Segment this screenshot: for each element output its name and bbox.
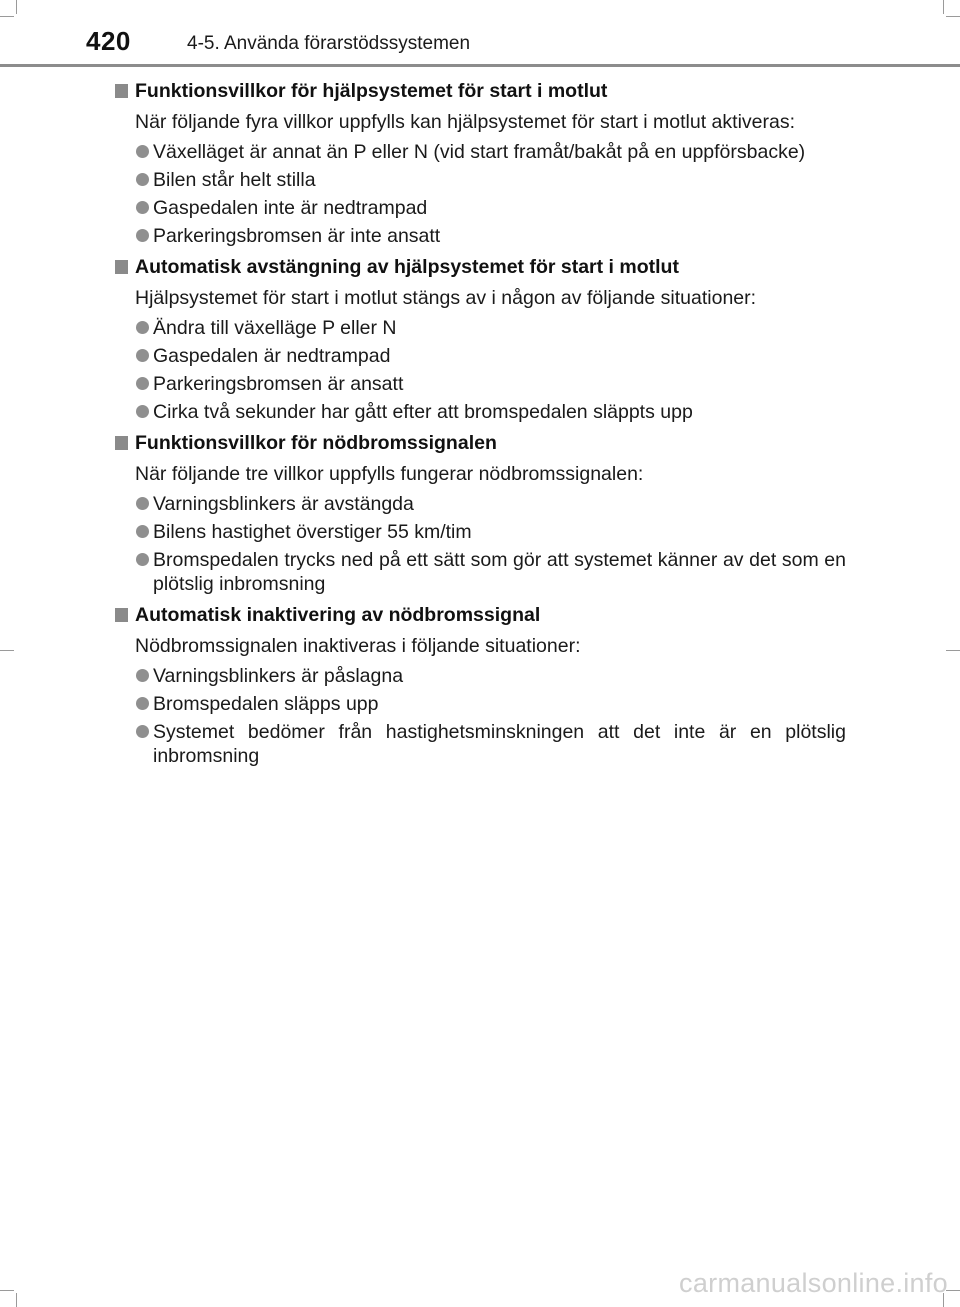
section-intro: När följande tre villkor uppfylls fungerar nödbromssignalen: (135, 462, 644, 485)
crop-mark (0, 650, 14, 651)
square-bullet-icon (115, 84, 128, 98)
list-item: Bromspedalen trycks ned på ett sätt som gör att systemet känner av det som en plötslig inbromsning (115, 548, 846, 596)
square-bullet-icon (115, 608, 128, 622)
section-title: 4-5. Använda förarstödssystemen (187, 33, 471, 54)
page-number: 420 (86, 26, 131, 56)
section-intro: Nödbromssignalen inaktiveras i följande situationer: (135, 634, 581, 657)
round-bullet-icon (136, 229, 149, 242)
list-item: Parkeringsbromsen är inte ansatt (115, 224, 846, 248)
round-bullet-icon (136, 725, 149, 738)
round-bullet-icon (136, 669, 149, 682)
list-item: Bilen står helt stilla (115, 168, 846, 192)
list-item: Växelläget är annat än P eller N (vid start framåt/bakåt på en uppförsbacke) (115, 140, 846, 164)
round-bullet-icon (136, 145, 149, 158)
section-heading: Funktionsvillkor för hjälpsystemet för start i motlut (115, 76, 846, 107)
list-item: Varningsblinkers är påslagna (115, 664, 846, 688)
round-bullet-icon (136, 697, 149, 710)
crop-mark (0, 1290, 14, 1291)
list-item: Bilens hastighet överstiger 55 km/tim (115, 520, 846, 544)
section-heading: Funktionsvillkor för nödbromssignalen (115, 428, 846, 459)
list-item: Ändra till växelläge P eller N (115, 316, 846, 340)
section-heading: Automatisk avstängning av hjälpsystemet för start i motlut (115, 252, 846, 283)
round-bullet-icon (136, 377, 149, 390)
page-content (115, 76, 846, 772)
crop-mark (16, 1293, 17, 1307)
round-bullet-icon (136, 349, 149, 362)
round-bullet-icon (136, 173, 149, 186)
list-item: Varningsblinkers är avstängda (115, 492, 846, 516)
section-emergency-brake-signal-conditions (115, 428, 846, 596)
list-item: Bromspedalen släpps upp (115, 692, 846, 716)
section-heading: Automatisk inaktivering av nödbromssignal (115, 600, 846, 631)
round-bullet-icon (136, 405, 149, 418)
square-bullet-icon (115, 436, 128, 450)
page-header (0, 0, 960, 66)
section-hill-start-cancel (115, 252, 846, 424)
section-intro: När följande fyra villkor uppfylls kan hjälpsystemet för start i motlut aktiveras: (135, 110, 796, 133)
section-emergency-brake-signal-cancel (115, 600, 846, 768)
section-intro: Hjälpsystemet för start i motlut stängs av i någon av följande situationer: (135, 286, 757, 309)
square-bullet-icon (115, 260, 128, 274)
list-item: Parkeringsbromsen är ansatt (115, 372, 846, 396)
round-bullet-icon (136, 201, 149, 214)
watermark: carmanualsonline.info (679, 1268, 948, 1298)
list-item: Gaspedalen är nedtrampad (115, 344, 846, 368)
crop-mark (946, 650, 960, 651)
list-item: Gaspedalen inte är nedtrampad (115, 196, 846, 220)
list-item: Systemet bedömer från hastighetsminskningen att det inte är en plötslig inbromsning (115, 720, 846, 768)
round-bullet-icon (136, 321, 149, 334)
header-rule (0, 64, 960, 67)
section-hill-start-conditions (115, 76, 846, 248)
crop-mark (946, 1290, 960, 1291)
list-item: Cirka två sekunder har gått efter att bromspedalen släppts upp (115, 400, 846, 424)
round-bullet-icon (136, 553, 149, 566)
round-bullet-icon (136, 525, 149, 538)
round-bullet-icon (136, 497, 149, 510)
